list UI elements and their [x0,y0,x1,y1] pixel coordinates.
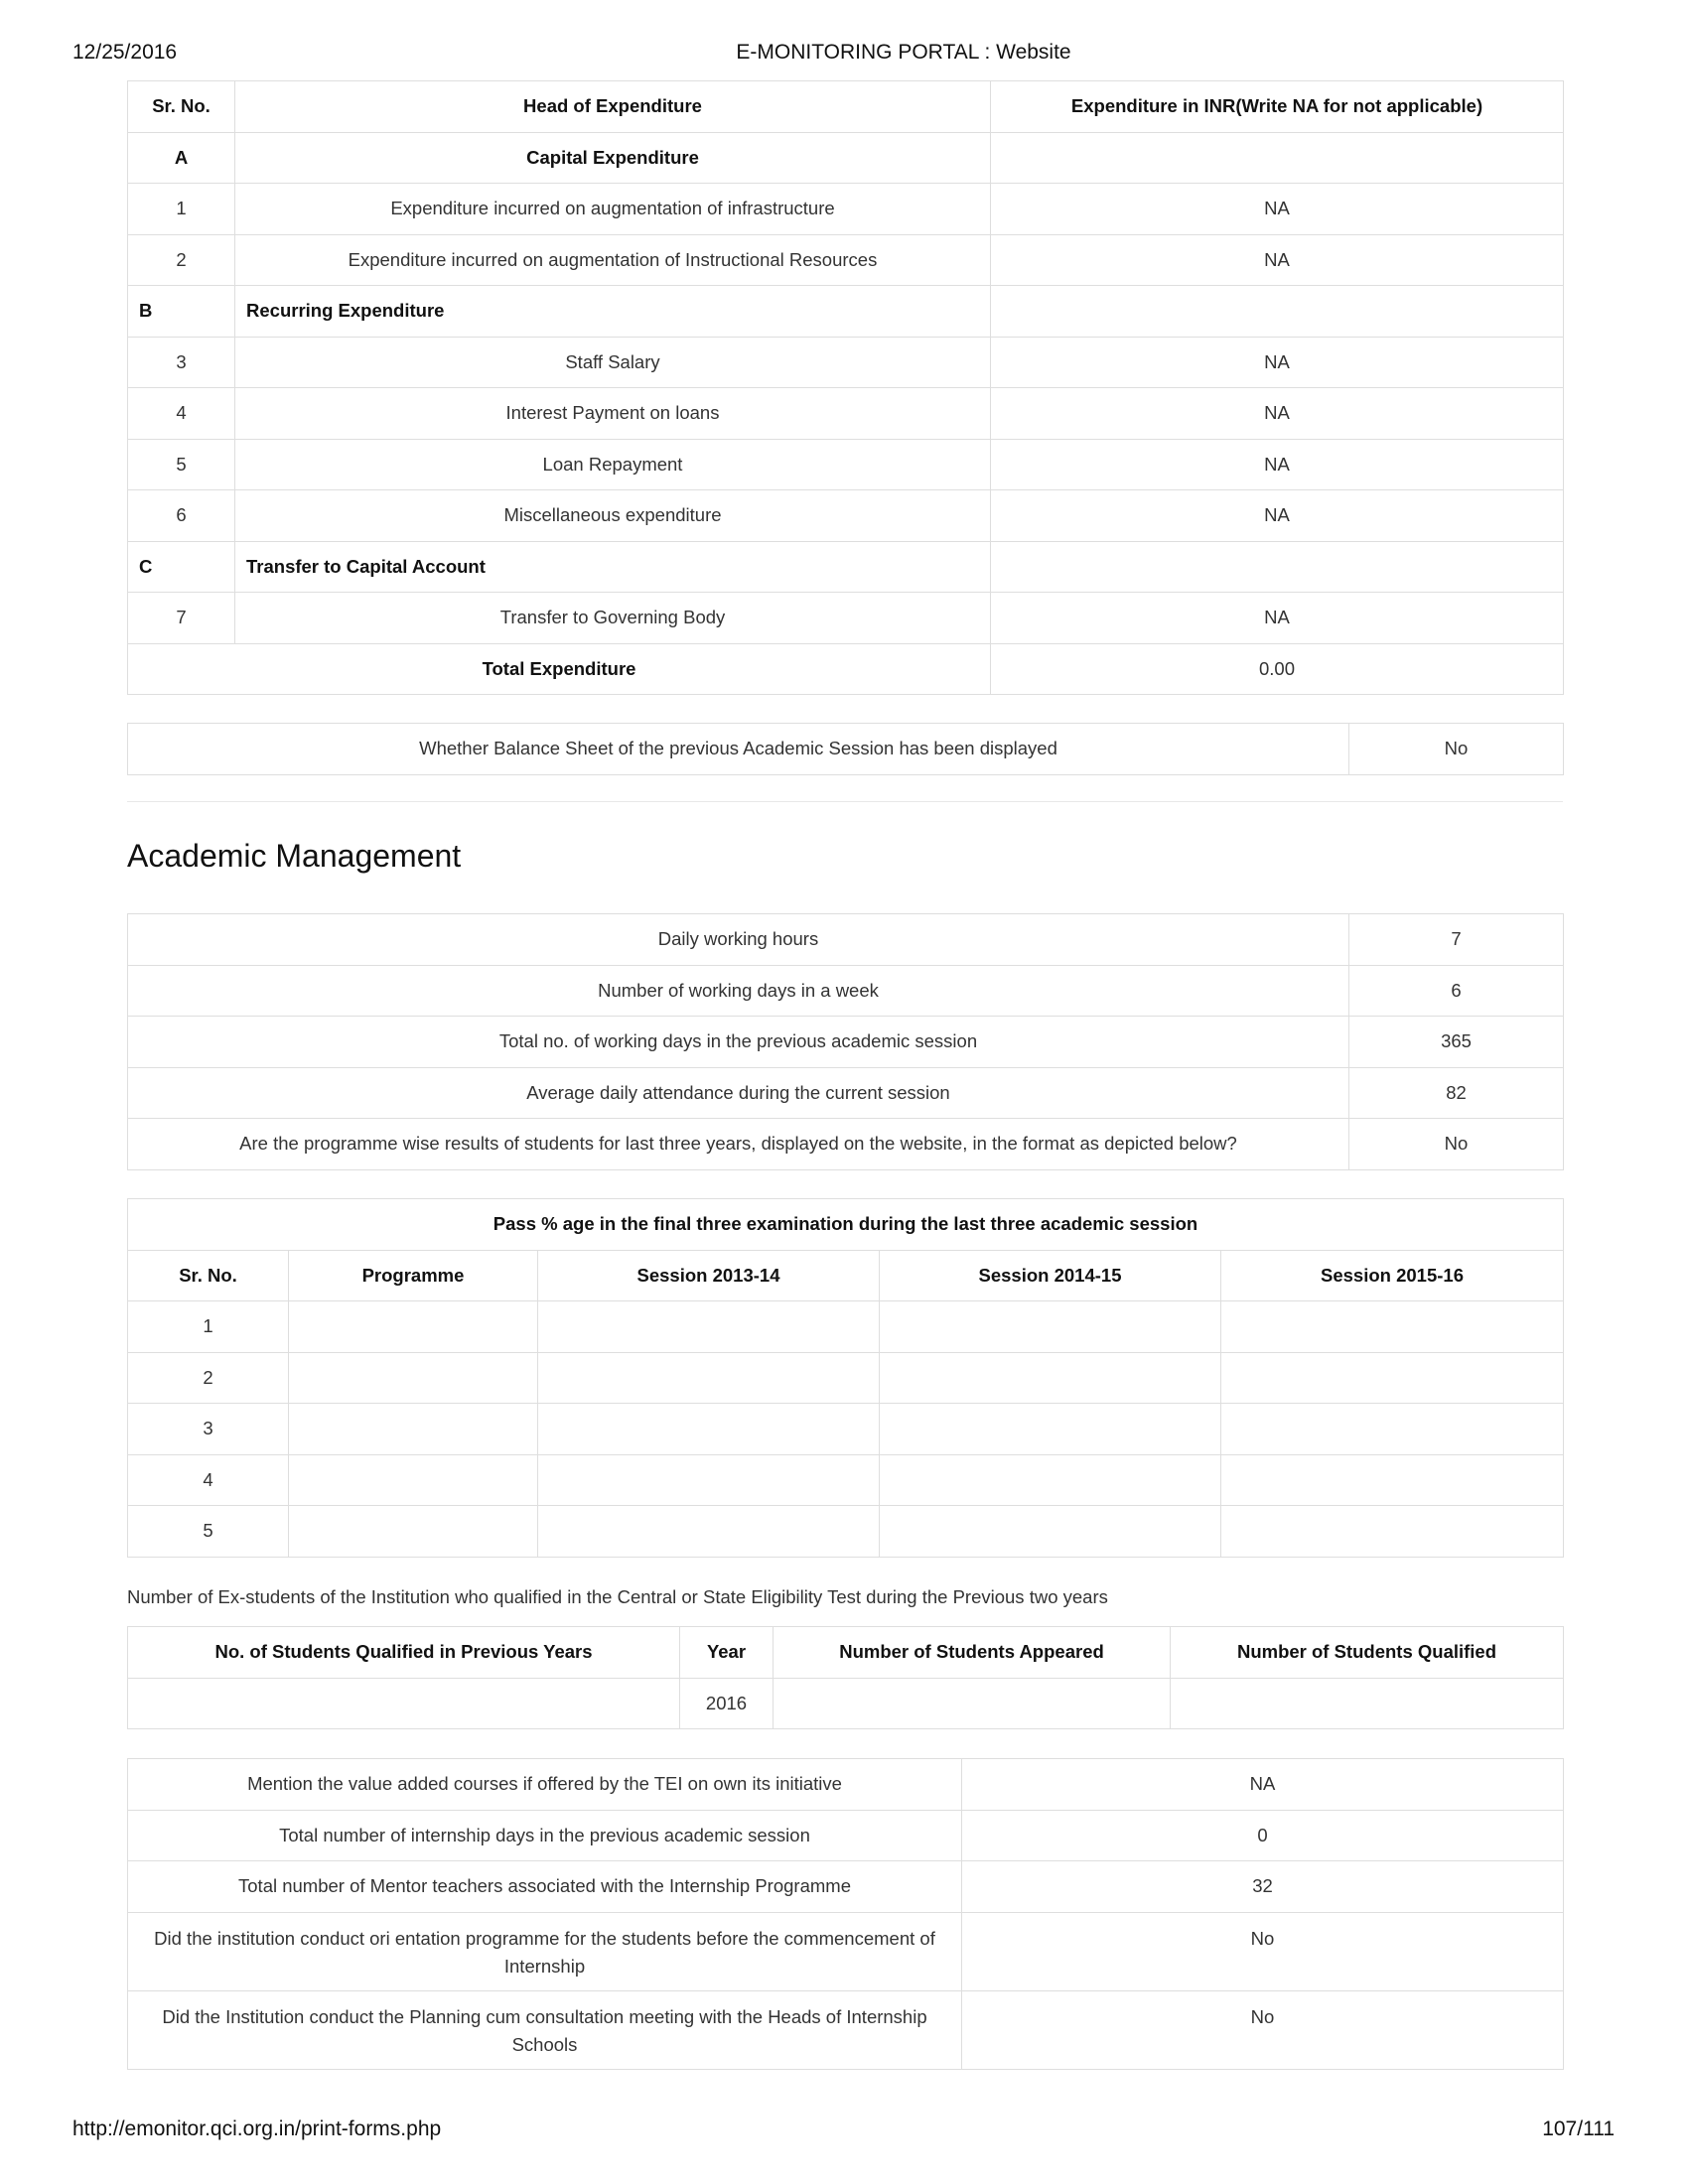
table-row [128,1301,1564,1353]
balance-question: Whether Balance Sheet of the previous Academic Session has been displayed [128,724,1349,775]
row-label: Average daily attendance during the current session [128,1067,1349,1119]
row-session-3 [1221,1506,1564,1558]
table-row [128,490,1564,542]
table-row [128,965,1564,1017]
table-row [128,1912,1564,1990]
table-row [128,1017,1564,1068]
table-row [128,1678,1564,1729]
eligibility-test-table [127,1626,1564,1729]
col-session-2014-15: Session 2014-15 [880,1250,1221,1301]
row-label: Did the institution conduct ori entation programme for the students before the commencement of Internship [128,1912,962,1990]
row-programme [289,1404,538,1455]
col-head: Head of Expenditure [235,81,991,133]
page-number: 107/111 [1542,2117,1615,2140]
table-header-row [128,1627,1564,1679]
row-sr: 4 [128,388,235,440]
section-row-recurring [128,286,1564,338]
row-label: Did the Institution conduct the Planning cum consultation meeting with the Heads of Internship Schools [128,1990,962,2069]
section-row-capital [128,132,1564,184]
row-sr: 2 [128,234,235,286]
row-sr: 1 [128,184,235,235]
table-row [128,1861,1564,1913]
row-value: No [962,1990,1564,2069]
col-session-2013-14: Session 2013-14 [538,1250,880,1301]
row-sr: 3 [128,337,235,388]
row-amount: NA [991,337,1564,388]
row-session-3 [1221,1301,1564,1353]
table-row [128,234,1564,286]
internship-table [127,1758,1564,2070]
table-row [128,1506,1564,1558]
row-sr: 3 [128,1404,289,1455]
table-row [128,1454,1564,1506]
row-session-2 [880,1454,1221,1506]
page-url: http://emonitor.qci.org.in/print-forms.php [72,2117,442,2140]
row-amount: NA [991,593,1564,644]
total-amount: 0.00 [991,643,1564,695]
row-session-2 [880,1352,1221,1404]
row-label: Total number of Mentor teachers associated with the Internship Programme [128,1861,962,1913]
table-header-row [128,81,1564,133]
row-value: 32 [962,1861,1564,1913]
table-row [128,1404,1564,1455]
row-amount: NA [991,184,1564,235]
row-value: No [962,1912,1564,1990]
row-programme [289,1454,538,1506]
table-row [128,1990,1564,2069]
col-qualified-previous-years: No. of Students Qualified in Previous Years [128,1627,680,1679]
row-head: Staff Salary [235,337,991,388]
table-title-row [128,1199,1564,1251]
row-session-1 [538,1404,880,1455]
row-value: No [1349,1119,1564,1170]
row-sr: 7 [128,593,235,644]
col-students-qualified: Number of Students Qualified [1171,1627,1564,1679]
table-header-row [128,1250,1564,1301]
table-row [128,1352,1564,1404]
row-programme [289,1506,538,1558]
row-amount: NA [991,439,1564,490]
row-session-2 [880,1506,1221,1558]
row-head: Expenditure incurred on augmentation of Instructional Resources [235,234,991,286]
row-label: Are the programme wise results of students for last three years, displayed on the website, in the format as depicted below? [128,1119,1349,1170]
row-year: 2016 [680,1678,774,1729]
total-row [128,643,1564,695]
expenditure-table [127,80,1564,695]
table-row [128,439,1564,490]
row-label: Total number of internship days in the previous academic session [128,1810,962,1861]
row-head: Loan Repayment [235,439,991,490]
section-divider [127,801,1563,802]
table-row [128,914,1564,966]
row-session-2 [880,1301,1221,1353]
row-session-1 [538,1454,880,1506]
section-label: Transfer to Capital Account [235,541,991,593]
col-year: Year [680,1627,774,1679]
col-sr-no: Sr. No. [128,81,235,133]
row-sr: 5 [128,1506,289,1558]
row-label: Mention the value added courses if offered by the TEI on own its initiative [128,1759,962,1811]
section-label: Capital Expenditure [235,132,991,184]
ctet-note: Number of Ex-students of the Institution who qualified in the Central or State Eligibility Test during the Previous two years [127,1586,1108,1607]
balance-sheet-table [127,723,1564,775]
empty-cell [991,132,1564,184]
page-title: E-MONITORING PORTAL : Website [736,41,1071,64]
row-label: Daily working hours [128,914,1349,966]
col-sr-no: Sr. No. [128,1250,289,1301]
table-row [128,1810,1564,1861]
table-title: Pass % age in the final three examination during the last three academic session [128,1199,1564,1251]
row-programme [289,1352,538,1404]
print-date: 12/25/2016 [72,41,178,64]
col-session-2015-16: Session 2015-16 [1221,1250,1564,1301]
table-row [128,388,1564,440]
row-session-1 [538,1352,880,1404]
row-session-1 [538,1506,880,1558]
row-session-3 [1221,1404,1564,1455]
section-code: B [128,286,235,338]
row-value: 82 [1349,1067,1564,1119]
row-value: 6 [1349,965,1564,1017]
table-row [128,724,1564,775]
row-value: 365 [1349,1017,1564,1068]
total-label: Total Expenditure [128,643,991,695]
row-amount: NA [991,388,1564,440]
row-label [128,1678,680,1729]
row-programme [289,1301,538,1353]
section-code: A [128,132,235,184]
row-qualified [1171,1678,1564,1729]
col-programme: Programme [289,1250,538,1301]
row-sr: 1 [128,1301,289,1353]
empty-cell [991,286,1564,338]
section-heading: Academic Management [127,838,462,874]
row-sr: 5 [128,439,235,490]
row-amount: NA [991,490,1564,542]
row-sr: 2 [128,1352,289,1404]
row-label: Number of working days in a week [128,965,1349,1017]
table-row [128,184,1564,235]
table-row [128,1759,1564,1811]
row-appeared [774,1678,1171,1729]
table-row [128,337,1564,388]
row-session-3 [1221,1454,1564,1506]
section-label: Recurring Expenditure [235,286,991,338]
row-head: Transfer to Governing Body [235,593,991,644]
table-row [128,1067,1564,1119]
row-session-2 [880,1404,1221,1455]
row-session-3 [1221,1352,1564,1404]
section-code: C [128,541,235,593]
row-sr: 4 [128,1454,289,1506]
col-students-appeared: Number of Students Appeared [774,1627,1171,1679]
row-value: 7 [1349,914,1564,966]
pass-percentage-table [127,1198,1564,1558]
row-head: Expenditure incurred on augmentation of infrastructure [235,184,991,235]
row-label: Total no. of working days in the previous academic session [128,1017,1349,1068]
table-row [128,1119,1564,1170]
empty-cell [991,541,1564,593]
row-value: NA [962,1759,1564,1811]
row-head: Miscellaneous expenditure [235,490,991,542]
row-sr: 6 [128,490,235,542]
row-value: 0 [962,1810,1564,1861]
col-amount: Expenditure in INR(Write NA for not applicable) [991,81,1564,133]
row-amount: NA [991,234,1564,286]
section-row-transfer [128,541,1564,593]
table-row [128,593,1564,644]
row-head: Interest Payment on loans [235,388,991,440]
academic-table [127,913,1564,1170]
row-session-1 [538,1301,880,1353]
balance-answer: No [1349,724,1564,775]
